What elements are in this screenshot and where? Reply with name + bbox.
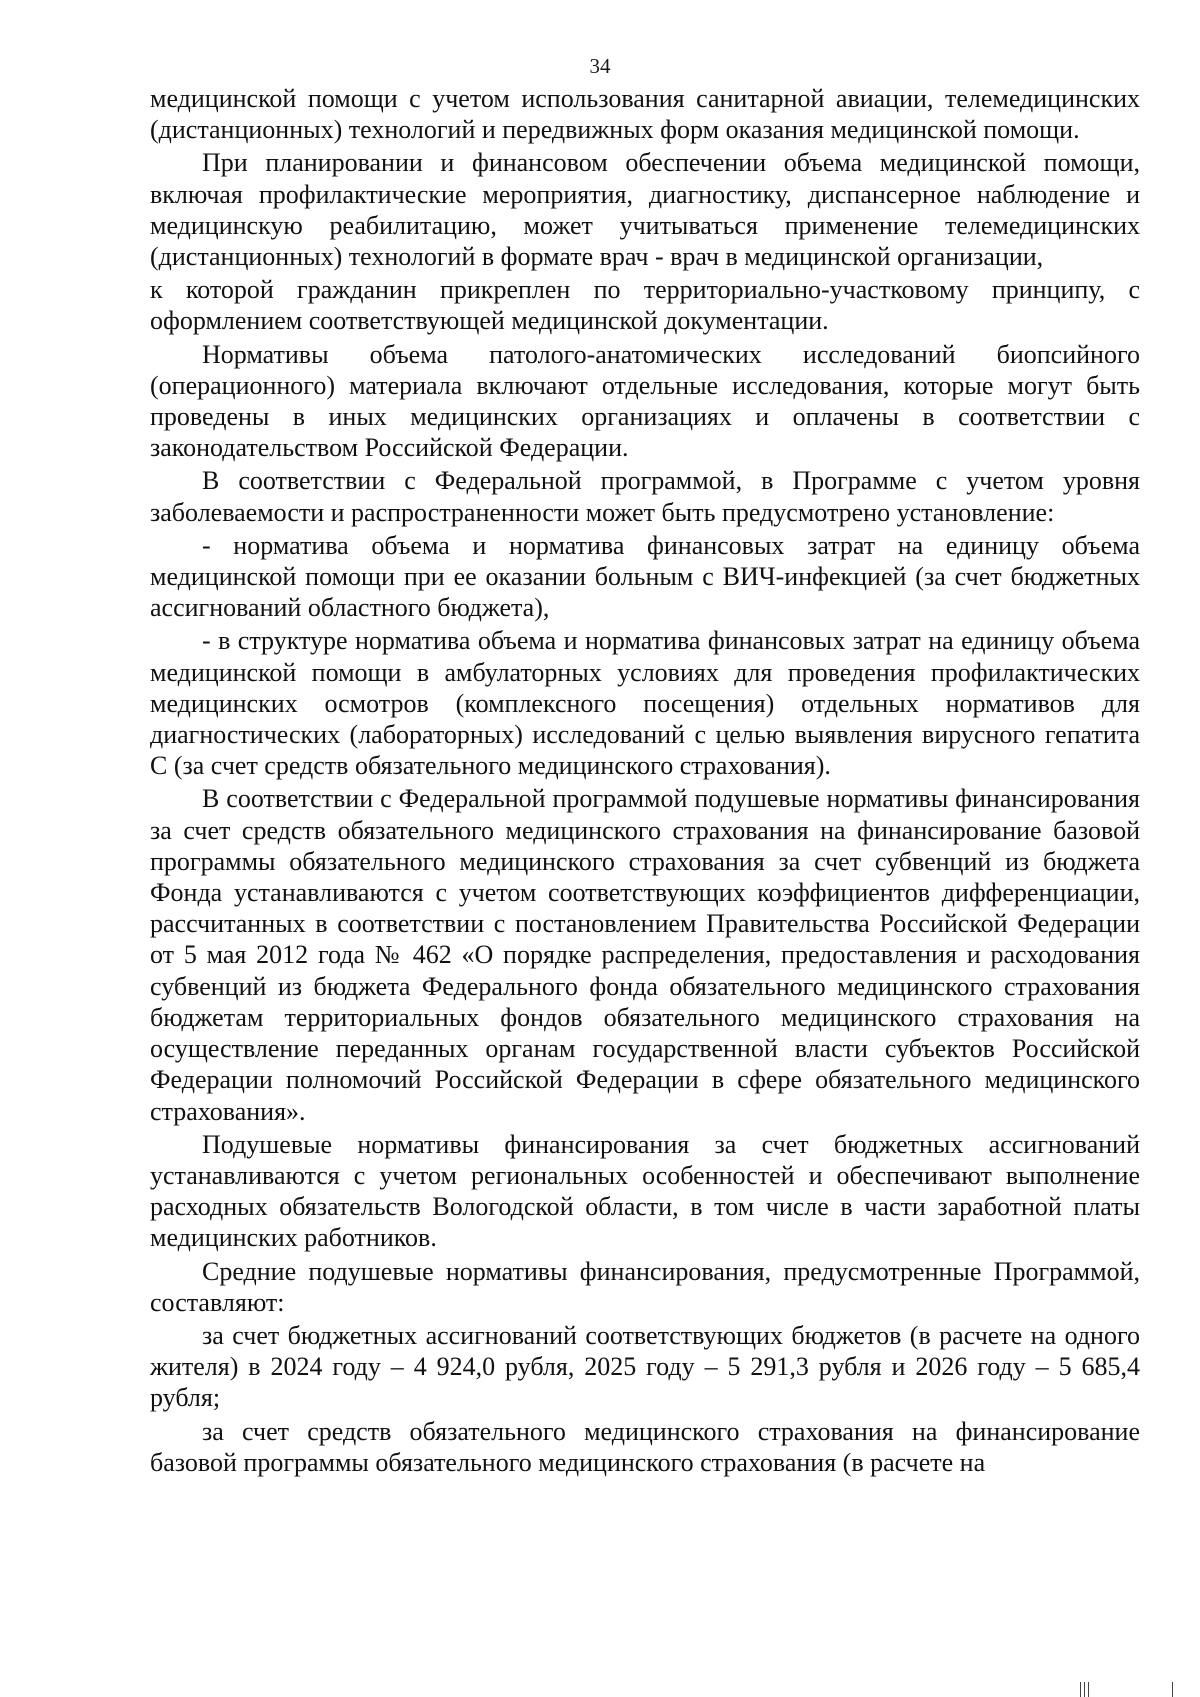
paragraph-2: При планировании и финансовом обеспечении объема медицинской помощи, включая профилактические мероприятия, диагностику, диспансерное наблюдение и медицинскую реабилитацию, может учитываться применение телемедицинских (дистанционных) технологий в формате врач - врач в медицинской организации, bbox=[150, 148, 1140, 272]
paragraph-9: Подушевые нормативы финансирования за счет бюджетных ассигнований устанавливаются с учетом региональных особенностей и обеспечивают выполнение расходных обязательств Вологодской области, в том числе в части заработной платы медицинских работников. bbox=[150, 1129, 1140, 1253]
paragraph-3: к которой гражданин прикреплен по территориально-участковому принципу, с оформлением соответствующей медицинской документации. bbox=[150, 275, 1140, 336]
scan-artifact-mark bbox=[1080, 1682, 1081, 1697]
paragraph-10: Средние подушевые нормативы финансирования, предусмотренные Программой, составляют: bbox=[150, 1256, 1140, 1317]
scan-artifact-mark bbox=[1088, 1682, 1089, 1697]
paragraph-4: Нормативы объема патолого-анатомических исследований биопсийного (операционного) материала включают отдельные исследования, которые могут быть проведены в иных медицинских организациях и оплачены в соответствии с законодательством Российской Федерации. bbox=[150, 339, 1140, 463]
paragraph-7: - в структуре норматива объема и норматива финансовых затрат на единицу объема медицинской помощи в амбулаторных условиях для проведения профилактических медицинских осмотров (комплексного посещения) отдельных нормативов для диагностических (лабораторных) исследований с целью выявления вирусного гепатита С (за счет средств обязательного медицинского страхования). bbox=[150, 626, 1140, 781]
paragraph-11: за счет бюджетных ассигнований соответствующих бюджетов (в расчете на одного жителя) в 2024 году – 4 924,0 рубля, 2025 году – 5 291,3 рубля и 2026 году – 5 685,4 рубля; bbox=[150, 1320, 1140, 1413]
paragraph-1: медицинской помощи с учетом использования санитарной авиации, телемедицинских (дистанционных) технологий и передвижных форм оказания медицинской помощи. bbox=[150, 84, 1140, 145]
page-number: 34 bbox=[589, 54, 611, 78]
paragraph-12: за счет средств обязательного медицинского страхования на финансирование базовой программы обязательного медицинского страхования (в расчете на bbox=[150, 1416, 1140, 1477]
scan-artifact-mark bbox=[1084, 1682, 1085, 1697]
paragraph-8: В соответствии с Федеральной программой подушевые нормативы финансирования за счет средств обязательного медицинского страхования на финансирование базовой программы обязательного медицинского страхования за счет субвенций из бюджета Фонда устанавливаются с учетом соответствующих коэффициентов дифференциации, рассчитанных в соответствии с постановлением Правительства Российской Федерации от 5 мая 2012 года № 462 «О порядке распределения, предоставления и расходования субвенций из бюджета Федерального фонда обязательного медицинского страхования бюджетам территориальных фондов обязательного медицинского страхования на осуществление переданных органам государственной власти субъектов Российской Федерации полномочий Российской Федерации в сфере обязательного медицинского страхования». bbox=[150, 784, 1140, 1126]
paragraph-6: - норматива объема и норматива финансовых затрат на единицу объема медицинской помощи при ее оказании больным с ВИЧ-инфекцией (за счет бюджетных ассигнований областного бюджета), bbox=[150, 530, 1140, 623]
document-body bbox=[150, 83, 1140, 1480]
scan-artifact-mark bbox=[1172, 1682, 1173, 1697]
paragraph-5: В соответствии с Федеральной программой, в Программе с учетом уровня заболеваемости и распространенности может быть предусмотрено установление: bbox=[150, 466, 1140, 527]
